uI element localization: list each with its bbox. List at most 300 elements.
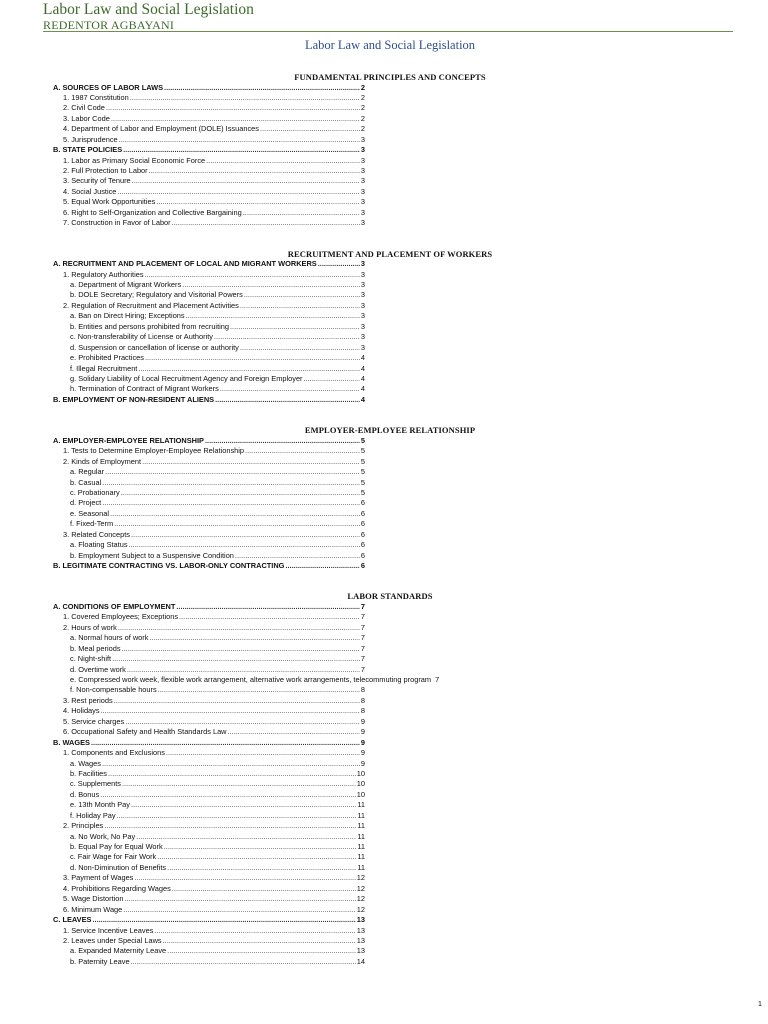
toc-leader-dots [110,509,360,519]
toc-entry-page: 5 [360,435,365,445]
toc-entry-label: a. Floating Status [70,540,128,550]
toc-entry-page: 14 [356,956,365,966]
toc-entry-label: e. 13th Month Pay [70,800,130,810]
toc-entry-label: b. DOLE Secretary; Regulatory and Visitorial Powers [70,290,243,300]
toc-entry[interactable] [0,270,768,280]
toc-entry[interactable] [0,280,768,290]
toc-entry[interactable] [0,790,768,800]
toc-entry-label: 3. Related Concepts [63,529,130,539]
toc-entry-label: d. Project [70,498,102,508]
toc-entry[interactable] [0,145,768,155]
toc-leader-dots [123,145,360,155]
toc-entry[interactable] [0,957,768,967]
toc-leader-dots [119,135,360,145]
toc-entry-page: 12 [356,883,365,893]
toc-entry-label: 3. Security of Tenure [63,176,131,186]
toc-entry-label: a. Expanded Maternity Leave [70,946,167,956]
toc-leader-dots [157,852,356,862]
section-heading: FUNDAMENTAL PRINCIPLES AND CONCEPTS [294,72,486,82]
toc-entry-page: 8 [360,695,365,705]
toc-leader-dots [164,83,360,93]
toc-entry[interactable] [0,384,768,394]
toc-entry-page: 11 [357,800,365,810]
toc-entry-page: 7 [360,612,365,622]
running-header [43,0,733,32]
toc-entry[interactable] [0,800,768,810]
toc-entry[interactable] [0,343,768,353]
toc-entry[interactable] [0,675,768,685]
toc-entry[interactable] [0,738,768,748]
toc-entry-page: 3 [360,269,365,279]
section-gap [0,229,768,249]
toc-leader-dots [117,187,359,197]
toc-entry-label: 3. Rest periods [63,695,113,705]
toc-leader-dots [127,665,360,675]
toc-entry-label: A. EMPLOYER-EMPLOYEE RELATIONSHIP [53,435,204,445]
toc-entry-label: b. Entities and persons prohibited from recruiting [70,321,229,331]
toc-leader-dots [102,478,360,488]
toc-entry-page: 5 [360,446,365,456]
toc-entry-page: 2 [360,82,365,92]
toc-entry-page: 3 [360,280,365,289]
toc-entry-page: 3 [360,259,365,269]
toc-entry[interactable] [0,457,768,467]
toc-leader-dots [130,93,360,103]
toc-entry-label: 4. Holidays [63,706,100,716]
toc-entry-page: 3 [360,218,365,228]
toc-entry[interactable] [0,395,768,405]
toc-entry-label: 2. Full Protection to Labor [63,166,148,175]
toc-entry-label: 1. Regulatory Authorities [63,269,144,279]
section-heading: RECRUITMENT AND PLACEMENT OF WORKERS [287,248,493,259]
toc-leader-dots [166,748,360,758]
toc-leader-dots [176,602,360,612]
toc-entry[interactable] [0,498,768,508]
toc-entry-page: 9 [360,737,365,747]
toc-entry[interactable] [0,135,768,145]
toc-leader-dots [101,706,360,716]
toc-entry-page: 10 [356,779,365,789]
table-of-contents [0,72,768,967]
toc-entry[interactable] [0,852,768,862]
toc-entry-page: 6 [360,561,365,570]
toc-entry[interactable] [0,176,768,186]
toc-entry[interactable] [0,821,768,831]
toc-entry-page: 4 [360,353,365,363]
toc-leader-dots [100,790,356,800]
toc-entry-label: 4. Social Justice [63,186,117,196]
toc-entry-label: e. Seasonal [70,508,110,518]
toc-entry-page: 11 [357,842,365,851]
toc-leader-dots [136,832,356,842]
toc-entry[interactable] [0,665,768,675]
toc-entry[interactable] [0,124,768,134]
toc-entry-label: d. Non-Diminution of Benefits [70,862,167,872]
page-number: 1 [757,999,762,1008]
toc-leader-dots [182,280,360,290]
toc-entry-label: B. STATE POLICIES [53,145,123,155]
toc-entry-label: A. CONDITIONS OF EMPLOYMENT [53,601,176,611]
toc-leader-dots [102,498,360,508]
toc-entry-page: 5 [360,456,365,466]
toc-entry-label: 1. Labor as Primary Social Economic Force [63,155,206,165]
toc-entry-label: 5. Equal Work Opportunities [63,197,156,207]
toc-entry-page: 7 [435,675,440,684]
toc-leader-dots [240,343,360,353]
section-heading: EMPLOYER-EMPLOYEE RELATIONSHIP [304,425,476,436]
toc-entry[interactable] [0,873,768,883]
toc-entry[interactable] [0,374,768,384]
toc-entry-label: d. Bonus [70,789,100,799]
toc-entry-label: c. Probationary [70,487,120,497]
toc-leader-dots [164,842,357,852]
toc-entry-label: 6. Right to Self-Organization and Collective Bargaining [63,207,242,217]
toc-leader-dots [111,114,360,124]
toc-entry[interactable] [0,811,768,821]
toc-entry[interactable] [0,779,768,789]
toc-entry-label: 1. Tests to Determine Employer-Employee Relationship [63,446,245,456]
toc-entry-page: 12 [356,873,365,883]
toc-entry[interactable] [0,301,768,311]
toc-entry-label: 5. Wage Distortion [63,894,124,904]
toc-entry-label: d. Suspension or cancellation of license or authority [70,342,239,352]
toc-leader-dots [117,811,357,821]
toc-entry-page: 3 [360,166,365,175]
toc-entry[interactable] [0,364,768,374]
toc-leader-dots [125,717,360,727]
toc-leader-dots [122,779,356,789]
toc-entry-page: 6 [360,519,365,529]
toc-leader-dots [131,530,360,540]
toc-leader-dots [104,821,356,831]
toc-entry-label: 1. Covered Employees; Exceptions [63,612,179,622]
document-title: Labor Law and Social Legislation [304,38,476,52]
toc-entry-page: 13 [356,946,365,956]
toc-leader-dots [123,905,355,915]
toc-entry-label: a. Ban on Direct Hiring; Exceptions [70,311,185,321]
toc-entry-label: 6. Minimum Wage [63,904,123,914]
toc-leader-dots [112,654,360,664]
toc-entry[interactable] [0,519,768,529]
toc-entry-label: b. Employment Subject to a Suspensive Condition [70,550,234,560]
toc-entry-label: a. Normal hours of work [70,633,149,643]
toc-leader-dots [142,457,360,467]
toc-entry[interactable] [0,509,768,519]
toc-entry-page: 3 [360,207,365,217]
toc-entry[interactable] [0,311,768,321]
toc-entry-page: 7 [360,601,365,611]
toc-entry-page: 4 [360,384,365,394]
toc-entry[interactable] [0,685,768,695]
toc-entry[interactable] [0,915,768,925]
toc-entry-label: c. Fair Wage for Fair Work [70,852,157,862]
toc-entry-label: f. Illegal Recruitment [70,363,138,373]
toc-leader-dots [145,270,360,280]
toc-entry[interactable] [0,894,768,904]
toc-entry[interactable] [0,530,768,540]
toc-entry-label: e. Compressed work week, flexible work arrangement, alternative work arrangements, telecommuting program [70,675,432,684]
toc-entry[interactable] [0,748,768,758]
toc-entry-label: 1. Service Incentive Leaves [63,925,154,935]
toc-entry-page: 11 [357,810,365,820]
toc-leader-dots [163,936,356,946]
toc-entry-page: 3 [360,321,365,331]
header-author: REDENTOR AGBAYANI [43,18,175,32]
toc-entry[interactable] [0,488,768,498]
toc-entry[interactable] [0,706,768,716]
toc-leader-dots [240,301,360,311]
toc-entry[interactable] [0,727,768,737]
toc-entry[interactable] [0,446,768,456]
toc-entry-label: 4. Prohibitions Regarding Wages [63,883,171,893]
toc-entry-label: B. EMPLOYMENT OF NON-RESIDENT ALIENS [53,394,215,404]
toc-leader-dots [91,738,360,748]
toc-entry[interactable] [0,218,768,228]
toc-leader-dots [245,446,360,456]
toc-entry-page: 5 [360,487,365,497]
toc-entry[interactable] [0,114,768,124]
toc-entry-label: c. Non-transferability of License or Authority [70,332,213,342]
toc-entry-page: 3 [360,342,365,352]
toc-leader-dots [285,561,359,571]
toc-leader-dots [230,322,360,332]
section-gap [0,405,768,425]
toc-entry[interactable] [0,926,768,936]
toc-entry[interactable] [0,696,768,706]
toc-entry[interactable] [0,884,768,894]
toc-entry-label: b. Facilities [70,768,107,778]
toc-entry[interactable] [0,83,768,93]
toc-entry[interactable] [0,561,768,571]
section-heading: LABOR STANDARDS [347,591,433,602]
toc-leader-dots [149,166,360,176]
toc-entry[interactable] [0,633,768,643]
toc-leader-dots [132,176,360,186]
toc-entry-label: a. Regular [70,467,105,477]
toc-entry-label: B. LEGITIMATE CONTRACTING VS. LABOR-ONLY CONTRACTING [53,561,285,570]
toc-leader-dots [105,467,360,477]
toc-leader-dots [244,290,360,300]
toc-entry-page: 2 [360,92,365,102]
toc-entry-label: g. Solidary Liability of Local Recruitment Agency and Foreign Employer [70,373,303,383]
toc-entry[interactable] [0,540,768,550]
toc-entry[interactable] [0,759,768,769]
toc-entry-page: 12 [356,904,365,914]
toc-leader-dots [122,644,360,654]
toc-entry-page: 13 [356,925,365,935]
toc-entry-label: 3. Labor Code [63,113,110,123]
toc-entry-label: A. RECRUITMENT AND PLACEMENT OF LOCAL AND MIGRANT WORKERS [53,259,317,269]
toc-leader-dots [92,915,355,925]
toc-entry[interactable] [0,166,768,176]
toc-leader-dots [172,884,356,894]
toc-entry-label: a. Department of Migrant Workers [70,280,182,289]
toc-entry-page: 3 [360,186,365,196]
toc-entry-label: f. Holiday Pay [70,810,116,820]
toc-leader-dots [206,156,360,166]
toc-entry-label: h. Termination of Contract of Migrant Workers [70,384,219,394]
toc-entry[interactable] [0,623,768,633]
toc-entry-label: f. Non-compensable hours [70,685,157,695]
toc-leader-dots [106,103,360,113]
toc-leader-dots [121,488,360,498]
toc-entry-page: 9 [360,727,365,737]
toc-leader-dots [186,311,360,321]
toc-leader-dots [102,759,360,769]
toc-entry[interactable] [0,863,768,873]
toc-leader-dots [214,332,360,342]
toc-entry-page: 11 [357,852,365,862]
toc-entry[interactable] [0,467,768,477]
toc-entry[interactable] [0,644,768,654]
toc-entry[interactable] [0,156,768,166]
toc-entry[interactable] [0,208,768,218]
toc-entry-page: 7 [360,622,365,632]
toc-entry[interactable] [0,353,768,363]
toc-entry-label: A. SOURCES OF LABOR LAWS [53,82,164,92]
toc-leader-dots [179,612,360,622]
toc-leader-dots [118,623,360,633]
toc-leader-dots [243,208,360,218]
toc-entry-page: 3 [360,155,365,165]
toc-leader-dots [205,436,360,446]
toc-entry-page: 3 [360,197,365,207]
toc-leader-dots [131,800,356,810]
toc-entry[interactable] [0,654,768,664]
toc-entry-page: 4 [360,373,365,383]
toc-entry-page: 9 [360,748,365,758]
toc-leader-dots [172,218,360,228]
toc-entry-label: 2. Hours of work [63,622,117,632]
toc-leader-dots [134,873,355,883]
toc-entry[interactable] [0,602,768,612]
toc-entry-page: 13 [356,935,365,945]
toc-entry-page: 6 [360,498,365,508]
toc-entry[interactable] [0,551,768,561]
toc-entry-page: 6 [360,550,365,560]
toc-leader-dots [235,551,360,561]
toc-entry-label: 2. Regulation of Recruitment and Placement Activities [63,300,239,310]
toc-leader-dots [114,696,360,706]
toc-entry-page: 5 [360,477,365,487]
toc-entry-label: 2. Principles [63,821,104,831]
toc-leader-dots [260,124,360,134]
toc-entry[interactable] [0,478,768,488]
toc-entry-page: 8 [360,706,365,716]
toc-entry-label: b. Meal periods [70,643,121,653]
toc-entry-page: 4 [360,394,365,404]
toc-entry-page: 7 [360,633,365,643]
toc-entry-label: B. WAGES [53,737,90,747]
toc-leader-dots [154,926,355,936]
toc-entry[interactable] [0,832,768,842]
toc-leader-dots [228,727,360,737]
toc-leader-dots [158,685,360,695]
toc-entry[interactable] [0,197,768,207]
toc-entry-label: b. Paternity Leave [70,956,130,966]
toc-entry-page: 2 [360,113,365,123]
toc-leader-dots [138,364,360,374]
toc-entry-page: 6 [360,529,365,539]
toc-leader-dots [304,374,360,384]
toc-entry-label: 2. Kinds of Employment [63,456,142,466]
toc-entry-label: c. Supplements [70,779,121,789]
toc-entry-page: 11 [357,821,365,831]
toc-leader-dots [215,395,360,405]
toc-leader-dots [167,946,356,956]
toc-entry-page: 12 [356,894,365,904]
toc-entry-label: 3. Payment of Wages [63,873,134,883]
toc-leader-dots [318,259,360,269]
toc-entry-page: 10 [356,789,365,799]
toc-entry[interactable] [0,290,768,300]
toc-leader-dots [129,540,360,550]
toc-entry[interactable] [0,93,768,103]
toc-entry-label: 6. Occupational Safety and Health Standards Law [63,727,227,737]
toc-entry[interactable] [0,322,768,332]
toc-entry-label: b. Equal Pay for Equal Work [70,842,163,851]
toc-entry[interactable] [0,612,768,622]
toc-entry[interactable] [0,259,768,269]
toc-entry[interactable] [0,103,768,113]
toc-entry-label: 1. 1987 Constitution [63,92,129,102]
toc-entry-page: 13 [356,915,365,925]
toc-entry-label: 1. Components and Exclusions [63,748,165,758]
toc-entry-label: a. Wages [70,758,101,768]
toc-entry-label: e. Prohibited Practices [70,353,144,363]
toc-leader-dots [145,353,360,363]
toc-entry-label: d. Overtime work [70,664,126,674]
toc-leader-dots [114,519,360,529]
toc-entry-label: 7. Construction in Favor of Labor [63,218,171,228]
toc-entry[interactable] [0,769,768,779]
toc-entry-label: 5. Jurisprudence [63,134,118,144]
toc-entry-label: 5. Service charges [63,716,125,726]
toc-entry[interactable] [0,842,768,852]
toc-entry-page: 6 [360,508,365,518]
toc-leader-dots [108,769,356,779]
toc-entry[interactable] [0,905,768,915]
toc-entry-page: 7 [360,654,365,664]
toc-leader-dots [125,894,356,904]
toc-entry-page: 4 [360,363,365,373]
toc-entry-page: 3 [360,332,365,342]
toc-entry-page: 11 [357,862,365,872]
toc-entry-label: b. Casual [70,477,102,487]
header-divider [43,31,733,32]
toc-entry-page: 3 [360,145,365,155]
toc-entry[interactable] [0,436,768,446]
toc-entry-page: 5 [360,467,365,477]
toc-entry-page: 3 [360,134,365,144]
toc-entry[interactable] [0,936,768,946]
section-gap [0,571,768,591]
toc-entry-page: 10 [356,768,365,778]
toc-leader-dots [220,384,360,394]
toc-entry[interactable] [0,717,768,727]
toc-entry-page: 7 [360,664,365,674]
toc-entry[interactable] [0,187,768,197]
toc-entry-label: a. No Work, No Pay [70,831,136,841]
toc-leader-dots [156,197,360,207]
toc-entry-label: f. Fixed-Term [70,519,114,529]
toc-entry-page: 11 [357,831,365,841]
toc-entry-page: 3 [360,300,365,310]
toc-entry[interactable] [0,332,768,342]
toc-entry[interactable] [0,946,768,956]
toc-entry-page: 9 [360,758,365,768]
toc-entry-page: 7 [360,643,365,653]
